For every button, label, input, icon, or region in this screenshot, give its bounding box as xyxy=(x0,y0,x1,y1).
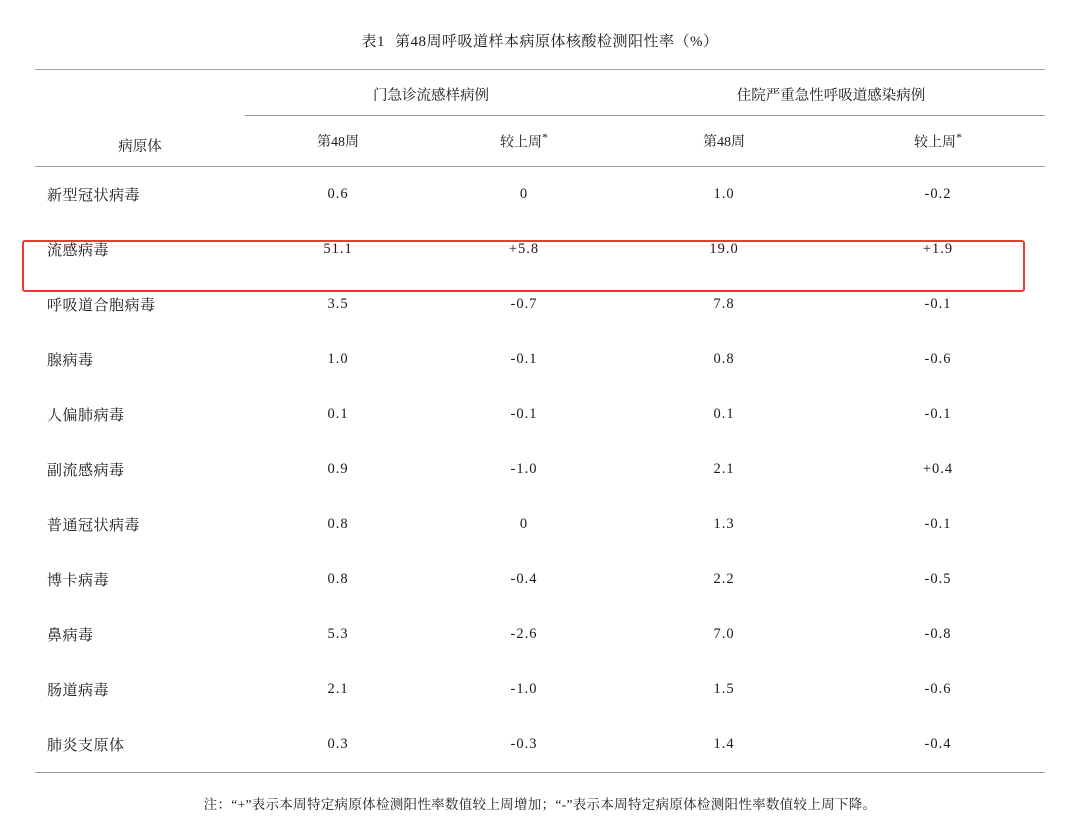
row-label: 人偏肺病毒 xyxy=(47,407,125,424)
cell-outpatient-change: 0 xyxy=(519,185,529,202)
row-label: 呼吸道合胞病毒 xyxy=(47,297,156,314)
cell-outpatient-change: -0.1 xyxy=(510,350,538,367)
header-group-inpatient: 住院严重急性呼吸道感染病例 xyxy=(617,70,1045,116)
cell-inpatient-change: +1.9 xyxy=(922,240,954,257)
header-sub-outpatient-change: 较上周* xyxy=(500,130,548,151)
cell-inpatient-week48: 1.5 xyxy=(713,680,735,697)
table-body xyxy=(35,167,1045,773)
cell-outpatient-change: -1.0 xyxy=(510,680,538,697)
table-row xyxy=(35,387,1045,442)
cell-inpatient-change: -0.1 xyxy=(924,515,952,532)
table-caption-number: 表1 xyxy=(361,34,385,50)
cell-outpatient-change: -0.1 xyxy=(510,405,538,422)
cell-outpatient-change: -0.7 xyxy=(510,295,538,312)
cell-inpatient-week48: 19.0 xyxy=(709,240,739,257)
cell-inpatient-week48: 1.0 xyxy=(713,185,735,202)
header-group-outpatient: 门急诊流感样病例 xyxy=(245,70,617,116)
row-label: 博卡病毒 xyxy=(47,572,110,589)
row-label: 肠道病毒 xyxy=(47,682,110,699)
row-label: 副流感病毒 xyxy=(47,462,125,479)
cell-outpatient-week48: 0.8 xyxy=(327,570,349,587)
table-row xyxy=(35,717,1045,773)
row-label: 新型冠状病毒 xyxy=(47,187,141,204)
table-row xyxy=(35,442,1045,497)
table-row xyxy=(35,497,1045,552)
cell-outpatient-change: -0.4 xyxy=(510,570,538,587)
cell-inpatient-week48: 0.8 xyxy=(713,350,735,367)
cell-inpatient-week48: 7.0 xyxy=(713,625,735,642)
table-row xyxy=(35,167,1045,222)
table-caption xyxy=(0,0,1080,69)
row-label: 普通冠状病毒 xyxy=(47,517,141,534)
cell-outpatient-change: -1.0 xyxy=(510,460,538,477)
table-row xyxy=(35,607,1045,662)
cell-outpatient-week48: 0.9 xyxy=(327,460,349,477)
table-row xyxy=(35,222,1045,277)
cell-inpatient-change: -0.1 xyxy=(924,295,952,312)
cell-outpatient-week48: 2.1 xyxy=(327,680,349,697)
cell-outpatient-week48: 1.0 xyxy=(327,350,349,367)
header-sub-outpatient-week48: 第48周 xyxy=(317,134,359,150)
cell-outpatient-change: -2.6 xyxy=(510,625,538,642)
row-label: 肺炎支原体 xyxy=(47,737,125,754)
cell-inpatient-change: -0.4 xyxy=(924,735,952,752)
table-row xyxy=(35,277,1045,332)
cell-inpatient-change: -0.2 xyxy=(924,185,952,202)
table-row xyxy=(35,332,1045,387)
table-footnote: 注：“+”表示本周特定病原体检测阳性率数值较上周增加；“-”表示本周特定病原体检测阳性率数值较上周下降。 xyxy=(203,796,877,812)
header-sub-inpatient-change: 较上周* xyxy=(914,130,962,151)
row-label: 腺病毒 xyxy=(47,352,94,369)
table-row xyxy=(35,552,1045,607)
cell-inpatient-week48: 1.3 xyxy=(713,515,735,532)
cell-inpatient-week48: 7.8 xyxy=(713,295,735,312)
cell-inpatient-week48: 0.1 xyxy=(713,405,735,422)
cell-outpatient-week48: 3.5 xyxy=(327,295,349,312)
cell-outpatient-week48: 0.1 xyxy=(327,405,349,422)
cell-inpatient-week48: 1.4 xyxy=(713,735,735,752)
cell-inpatient-week48: 2.2 xyxy=(713,570,735,587)
cell-outpatient-week48: 0.3 xyxy=(327,735,349,752)
cell-outpatient-week48: 0.6 xyxy=(327,185,349,202)
row-label: 鼻病毒 xyxy=(47,627,94,644)
row-label: 流感病毒 xyxy=(47,242,110,259)
table-row xyxy=(35,662,1045,717)
cell-inpatient-change: -0.8 xyxy=(924,625,952,642)
pathogen-positivity-table xyxy=(35,69,1045,773)
cell-outpatient-change: -0.3 xyxy=(510,735,538,752)
header-row-label: 病原体 xyxy=(35,70,245,167)
cell-inpatient-change: -0.1 xyxy=(924,405,952,422)
table-caption-text: 第48周呼吸道样本病原体核酸检测阳性率（%） xyxy=(395,34,719,50)
cell-outpatient-change: +5.8 xyxy=(508,240,540,257)
cell-inpatient-change: -0.6 xyxy=(924,680,952,697)
cell-outpatient-change: 0 xyxy=(519,515,529,532)
table-header-group-row xyxy=(35,70,1045,116)
cell-inpatient-week48: 2.1 xyxy=(713,460,735,477)
cell-outpatient-week48: 51.1 xyxy=(323,240,353,257)
cell-inpatient-change: -0.5 xyxy=(924,570,952,587)
cell-outpatient-week48: 0.8 xyxy=(327,515,349,532)
cell-inpatient-change: -0.6 xyxy=(924,350,952,367)
header-sub-inpatient-week48: 第48周 xyxy=(703,134,745,150)
cell-inpatient-change: +0.4 xyxy=(922,460,954,477)
cell-outpatient-week48: 5.3 xyxy=(327,625,349,642)
